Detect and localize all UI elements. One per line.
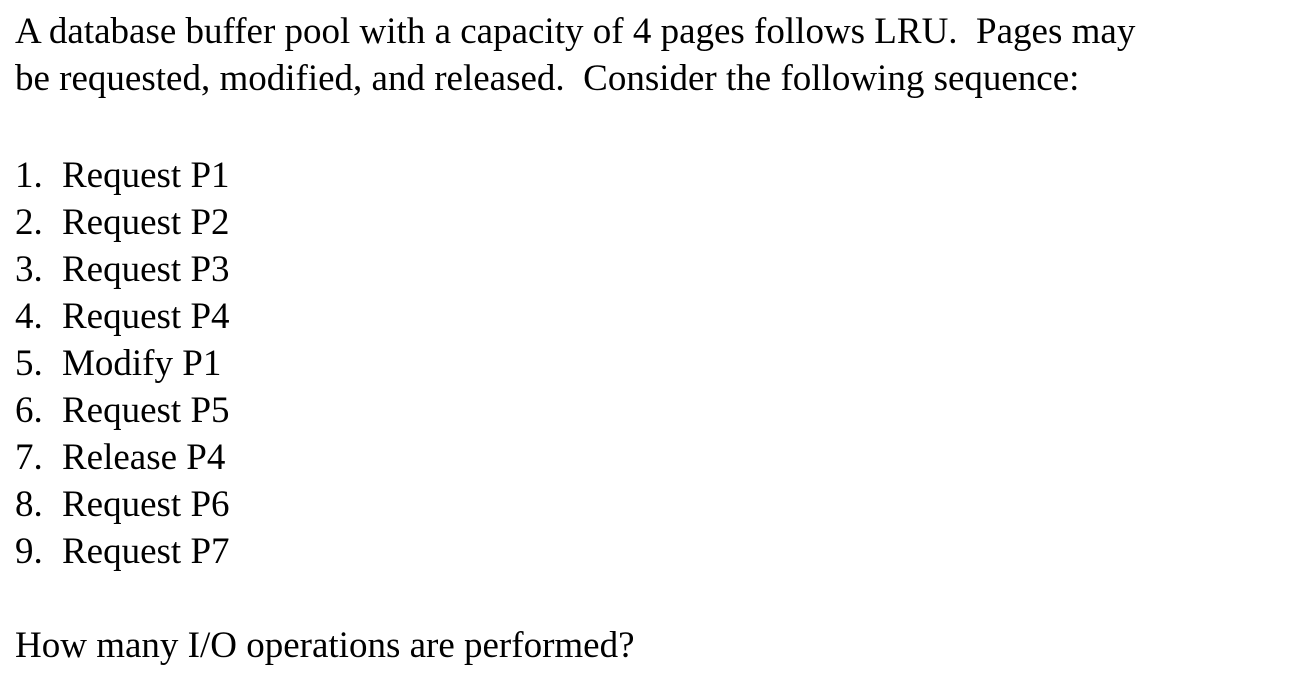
list-item-label: Request P7 [62,531,230,572]
list-item [15,528,1304,575]
list-item-label: Request P6 [62,484,230,525]
list-item-number: 3. [15,249,43,290]
list-item-number: 2. [15,202,43,243]
list-item-label: Release P4 [62,437,226,478]
list-item-number: 4. [15,296,43,337]
list-item [15,340,1304,387]
list-item [15,199,1304,246]
question-prompt: How many I/O operations are performed? [15,625,635,666]
list-item [15,246,1304,293]
list-item-number: 9. [15,531,43,572]
operation-sequence-list [15,152,1304,575]
list-item [15,387,1304,434]
list-item-number: 6. [15,390,43,431]
list-item [15,293,1304,340]
question-intro-line-2: be requested, modified, and released. Consider the following sequence: [15,58,1080,99]
list-item-label: Modify P1 [62,343,222,384]
list-item [15,152,1304,199]
list-item-number: 1. [15,155,43,196]
list-item-label: Request P5 [62,390,230,431]
list-item-number: 5. [15,343,43,384]
list-item-number: 8. [15,484,43,525]
list-item-label: Request P3 [62,249,230,290]
list-item [15,434,1304,481]
question-intro-line-1: A database buffer pool with a capacity of 4 pages follows LRU. Pages may [15,11,1136,52]
list-item-number: 7. [15,437,43,478]
list-item-label: Request P4 [62,296,230,337]
question-intro [15,8,1304,102]
list-item-label: Request P1 [62,155,230,196]
list-item [15,481,1304,528]
list-item-label: Request P2 [62,202,230,243]
